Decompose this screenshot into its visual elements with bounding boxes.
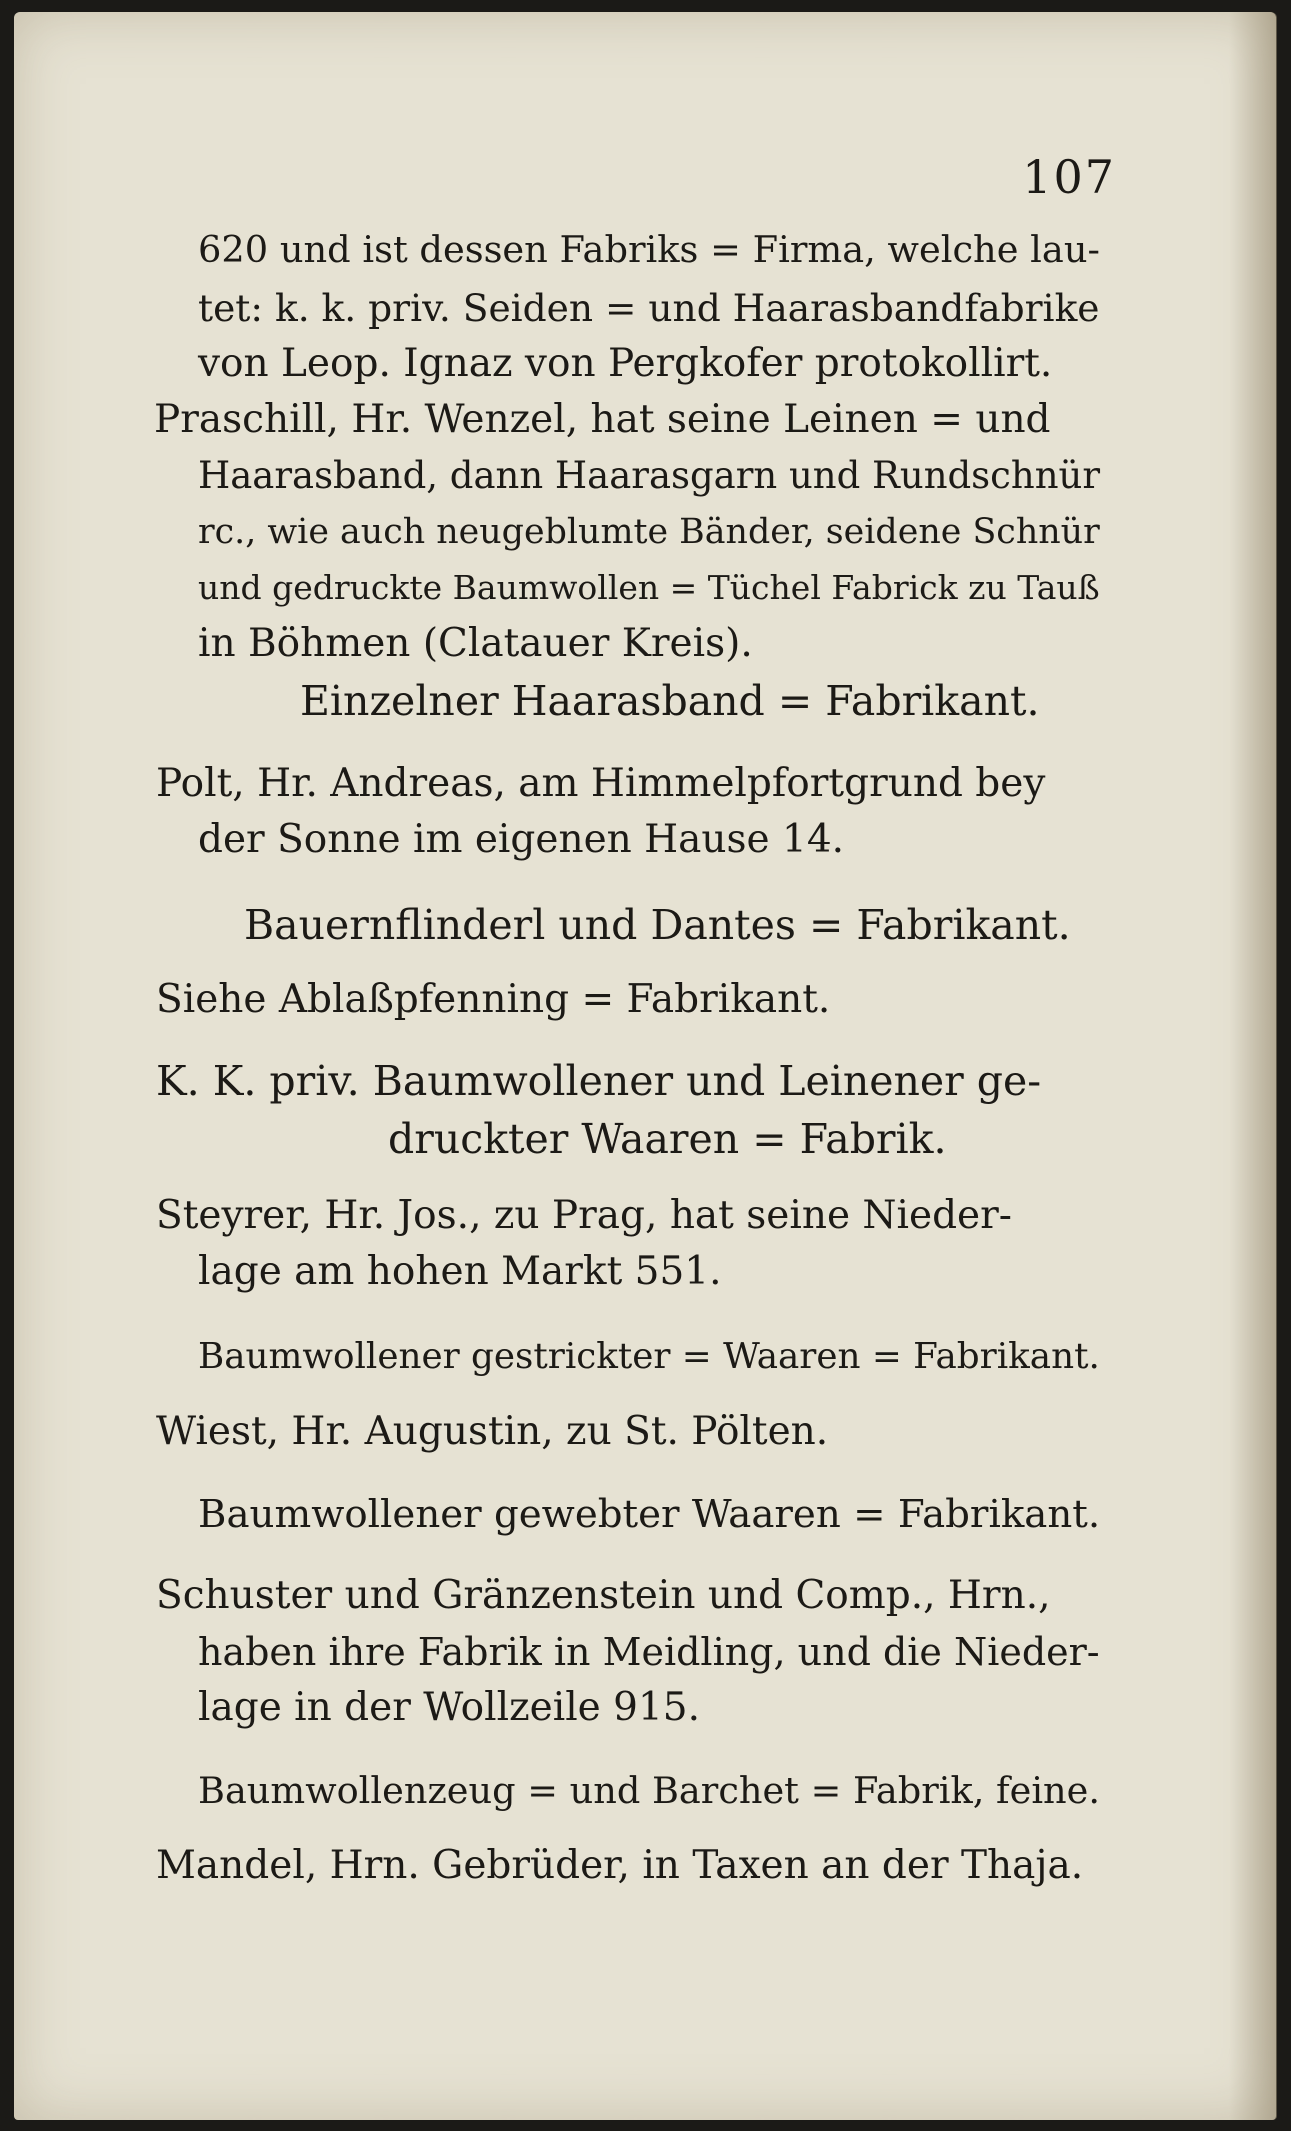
entry-line: Steyrer, Hr. Jos., zu Prag, hat seine Nieder-: [156, 1193, 1012, 1238]
text-line: lage am hohen Markt 551.: [198, 1249, 722, 1294]
text-line: von Leop. Ignaz von Pergkofer protokollirt.: [198, 341, 1053, 386]
entry-line: Polt, Hr. Andreas, am Himmelpfortgrund bey: [156, 761, 1046, 806]
text-line: lage in der Wollzeile 915.: [198, 1685, 700, 1730]
text-line: 620 und ist dessen Fabriks = Firma, welche lau-: [198, 228, 1100, 271]
page-number: 107: [1022, 150, 1116, 204]
text-line: und gedruckte Baumwollen = Tüchel Fabrick zu Tauß: [198, 568, 1100, 607]
text-line: der Sonne im eigenen Hause 14.: [198, 817, 845, 862]
entry-line: Mandel, Hrn. Gebrüder, in Taxen an der Thaja.: [156, 1843, 1084, 1888]
entry-line: Wiest, Hr. Augustin, zu St. Pölten.: [156, 1409, 829, 1454]
entry-line: Praschill, Hr. Wenzel, hat seine Leinen = und: [154, 397, 1051, 442]
entry-line: Siehe Ablaßpfenning = Fabrikant.: [156, 977, 831, 1022]
section-heading: Baumwollener gestrickter = Waaren = Fabrikant.: [198, 1336, 1100, 1377]
section-heading: Einzelner Haarasband = Fabrikant.: [300, 677, 1040, 725]
text-line: haben ihre Fabrik in Meidling, und die Nieder-: [198, 1630, 1100, 1674]
section-heading: Bauernflinderl und Dantes = Fabrikant.: [244, 901, 1071, 949]
entry-line: Schuster und Gränzenstein und Comp., Hrn.,: [156, 1573, 1051, 1618]
section-heading: Baumwollenzeug = und Barchet = Fabrik, feine.: [198, 1769, 1101, 1812]
section-heading: K. K. priv. Baumwollener und Leinener ge-: [156, 1057, 1042, 1105]
text-line: rc., wie auch neugeblumte Bänder, seidene Schnür: [198, 512, 1100, 552]
section-heading: druckter Waaren = Fabrik.: [388, 1115, 947, 1163]
section-heading: Baumwollener gewebter Waaren = Fabrikant.: [198, 1492, 1101, 1537]
text-line: tet: k. k. priv. Seiden = und Haarasbandfabrike: [198, 286, 1100, 330]
text-line: Haarasband, dann Haarasgarn und Rundschnür: [198, 454, 1101, 497]
text-line: in Böhmen (Clatauer Kreis).: [198, 621, 753, 666]
